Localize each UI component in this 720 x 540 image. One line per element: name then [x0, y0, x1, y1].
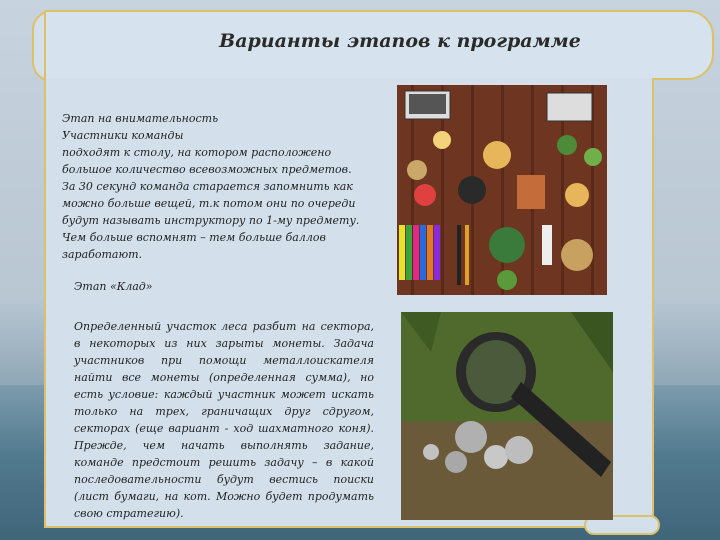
stage2-body: Определенный участок леса разбит на сектора, в некоторых из них зарыты монеты. Задача участников при помощи металлоискателя найти все монеты (определенная сумма), но есть условие: каждый участник может искать только на трех, граничащих друг сдругом, секторах (еще вариант - ход шахматного коня). Прежде, чем начать выполнять задание, команде предстоит решить задачу – в какой последовательности будут вестись поиски (лист бумаги, на кот. Можно будет продумать свою стратегию).: [74, 320, 374, 520]
stage2-heading: Этап «Клад»: [74, 280, 153, 293]
objects-table-photo: [397, 85, 607, 295]
page-title: Варианты этапов к программе: [219, 30, 581, 52]
metal-detector-photo: [401, 312, 613, 520]
stage1-body: Участники команды подходят к столу, на котором расположено большое количество всевозможных предметов. За 30 секунд команда старается запомнить как можно больше вещей, т.к потом они по очереди будут называть инструктору по 1-му предмету. Чем больше вспомнят – тем больше баллов заработают.: [62, 129, 360, 261]
stage1-heading: Этап на внимательность: [62, 112, 219, 125]
